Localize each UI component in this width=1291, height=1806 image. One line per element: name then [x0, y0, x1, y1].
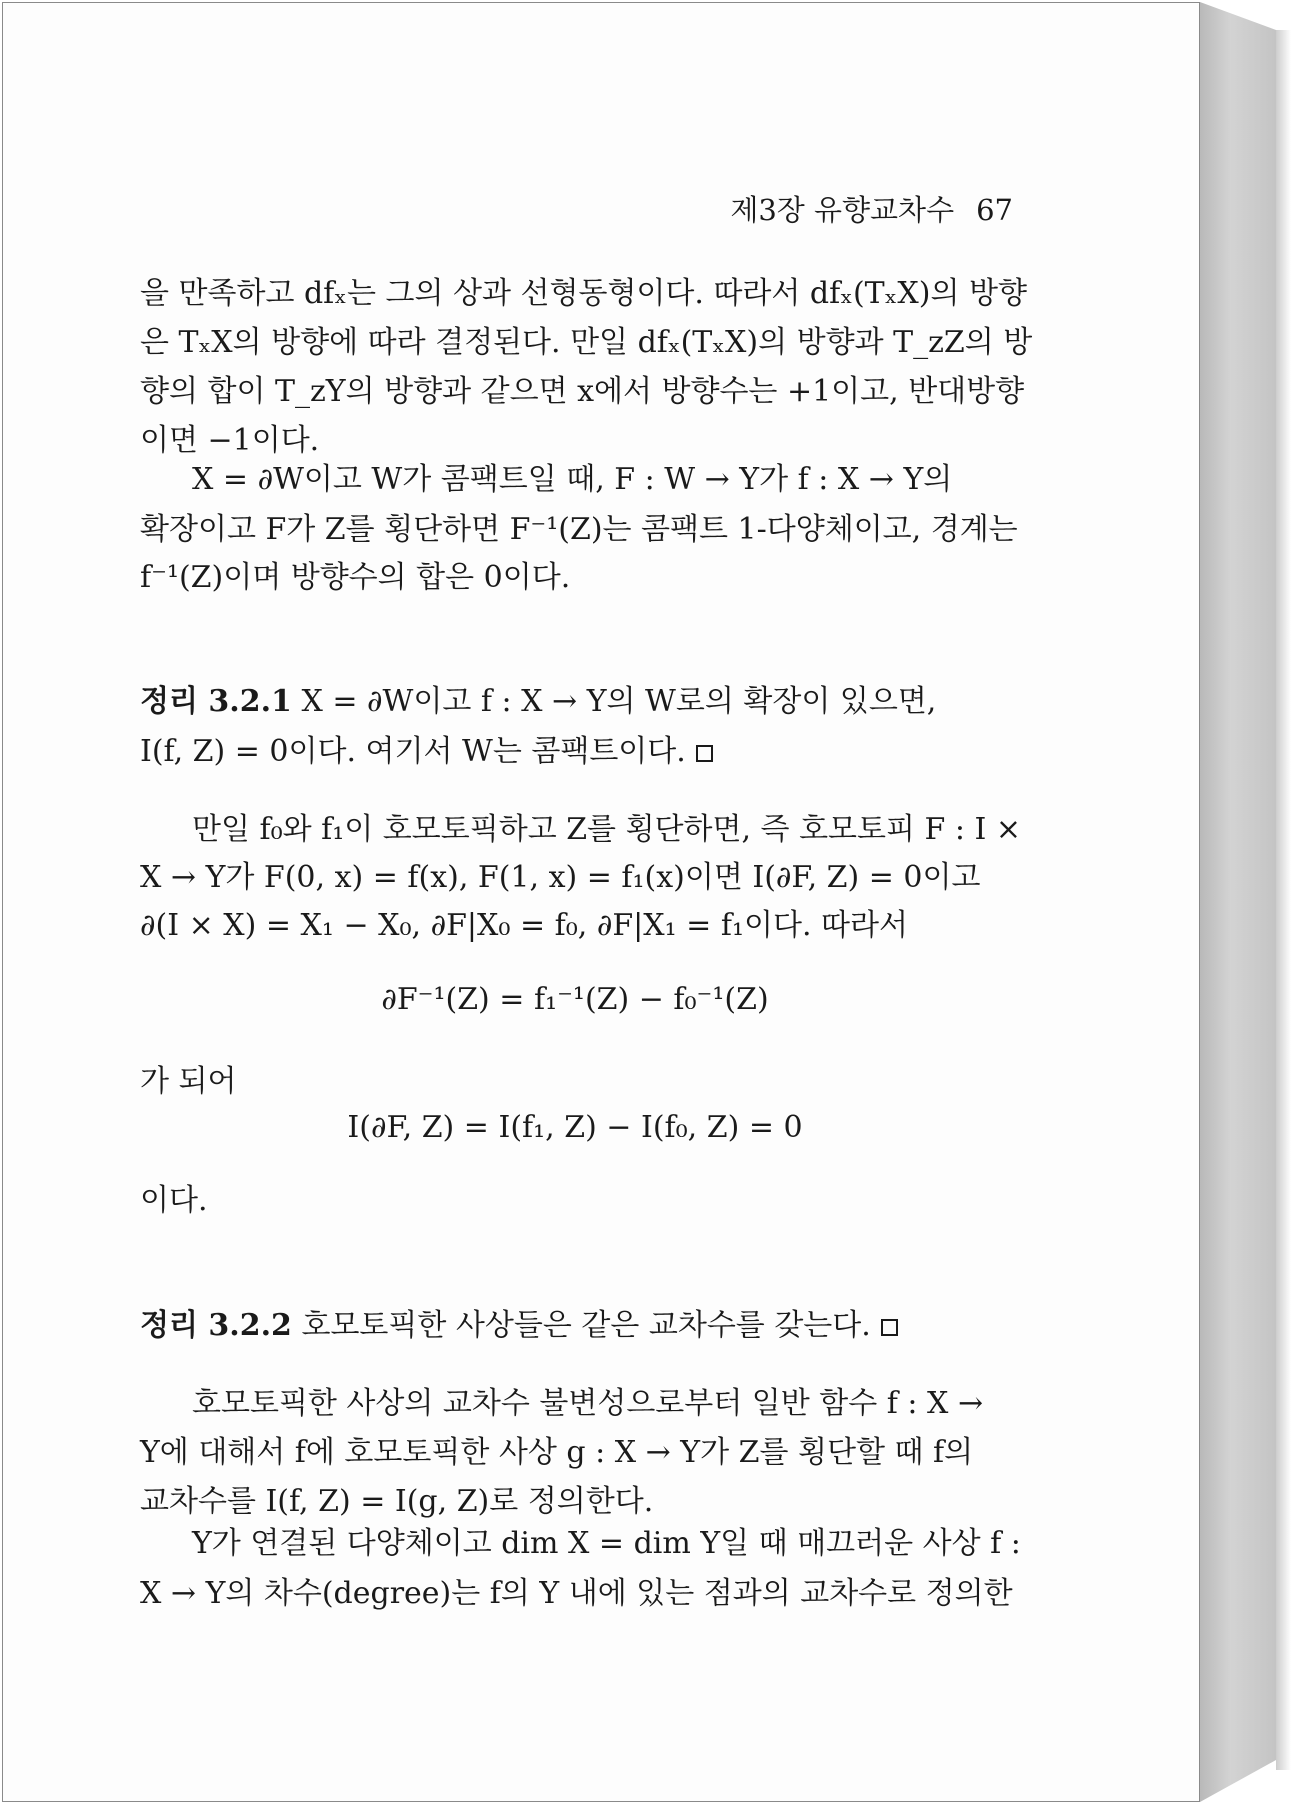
paragraph-3-line: ∂(I × X) = X₁ − X₀, ∂F|X₀ = f₀, ∂F|X₁ = f₁이다. 따라서 [140, 908, 908, 943]
theorem-text: I(f, Z) = 0이다. 여기서 W는 콤팩트이다. [140, 734, 686, 769]
paragraph-2-line: f⁻¹(Z)이며 방향수의 합은 0이다. [140, 560, 571, 595]
theorem-text: 호모토픽한 사상들은 같은 교차수를 갖는다. [301, 1308, 871, 1343]
qed-square-icon [881, 1319, 898, 1336]
paragraph-5-line: X → Y의 차수(degree)는 f의 Y 내에 있는 점과의 교차수로 정의한 [140, 1576, 1013, 1611]
paragraph-2-line: X = ∂W이고 W가 콤팩트일 때, F : W → Y가 f : X → Y의 [192, 462, 953, 497]
text-ga-doeeo: 가 되어 [140, 1064, 237, 1099]
paragraph-5-line: Y가 연결된 다양체이고 dim X = dim Y일 때 매끄러운 사상 f : [192, 1526, 1021, 1561]
chapter-title: 제3장 유향교차수 [730, 193, 955, 227]
theorem-3-2-2 [140, 1308, 898, 1344]
page-number: 67 [976, 193, 1013, 227]
qed-square-icon [696, 745, 713, 762]
theorem-text: X = ∂W이고 f : X → Y의 W로의 확장이 있으면, [301, 684, 937, 719]
theorem-label: 정리 3.2.2 [140, 1308, 292, 1343]
equation-intersection: I(∂F, Z) = I(f₁, Z) − I(f₀, Z) = 0 [347, 1110, 803, 1145]
paragraph-1-line: 을 만족하고 dfₓ는 그의 상과 선형동형이다. 따라서 dfₓ(TₓX)의 방향 [140, 276, 1027, 311]
paragraph-3-line: 만일 f₀와 f₁이 호모토픽하고 Z를 횡단하면, 즉 호모토피 F : I × [192, 812, 1022, 847]
theorem-3-2-1 [140, 684, 936, 720]
text-ida: 이다. [140, 1183, 208, 1218]
equation-boundary: ∂F⁻¹(Z) = f₁⁻¹(Z) − f₀⁻¹(Z) [381, 982, 769, 1017]
theorem-label: 정리 3.2.1 [140, 684, 292, 719]
paragraph-1-line: 이면 −1이다. [140, 423, 320, 458]
paragraph-1-line: 향의 합이 T_zY의 방향과 같으면 x에서 방향수는 +1이고, 반대방향 [140, 374, 1025, 409]
book-spine [1200, 2, 1276, 1802]
paragraph-1-line: 은 TₓX의 방향에 따라 결정된다. 만일 dfₓ(TₓX)의 방향과 T_zZ의 방 [140, 325, 1033, 360]
paragraph-2-line: 확장이고 F가 Z를 횡단하면 F⁻¹(Z)는 콤팩트 1-다양체이고, 경계는 [140, 512, 1018, 547]
theorem-3-2-1-line-2 [140, 734, 713, 770]
paragraph-4-line: Y에 대해서 f에 호모토픽한 사상 g : X → Y가 Z를 횡단할 때 f의 [140, 1435, 974, 1470]
paragraph-3-line: X → Y가 F(0, x) = f(x), F(1, x) = f₁(x)이면 I(∂F, Z) = 0이고 [140, 860, 981, 895]
paragraph-4-line: 교차수를 I(f, Z) = I(g, Z)로 정의한다. [140, 1484, 654, 1519]
running-header [730, 188, 1013, 229]
paragraph-4-line: 호모토픽한 사상의 교차수 불변성으로부터 일반 함수 f : X → [192, 1386, 984, 1421]
page-shadow [1276, 30, 1291, 1770]
